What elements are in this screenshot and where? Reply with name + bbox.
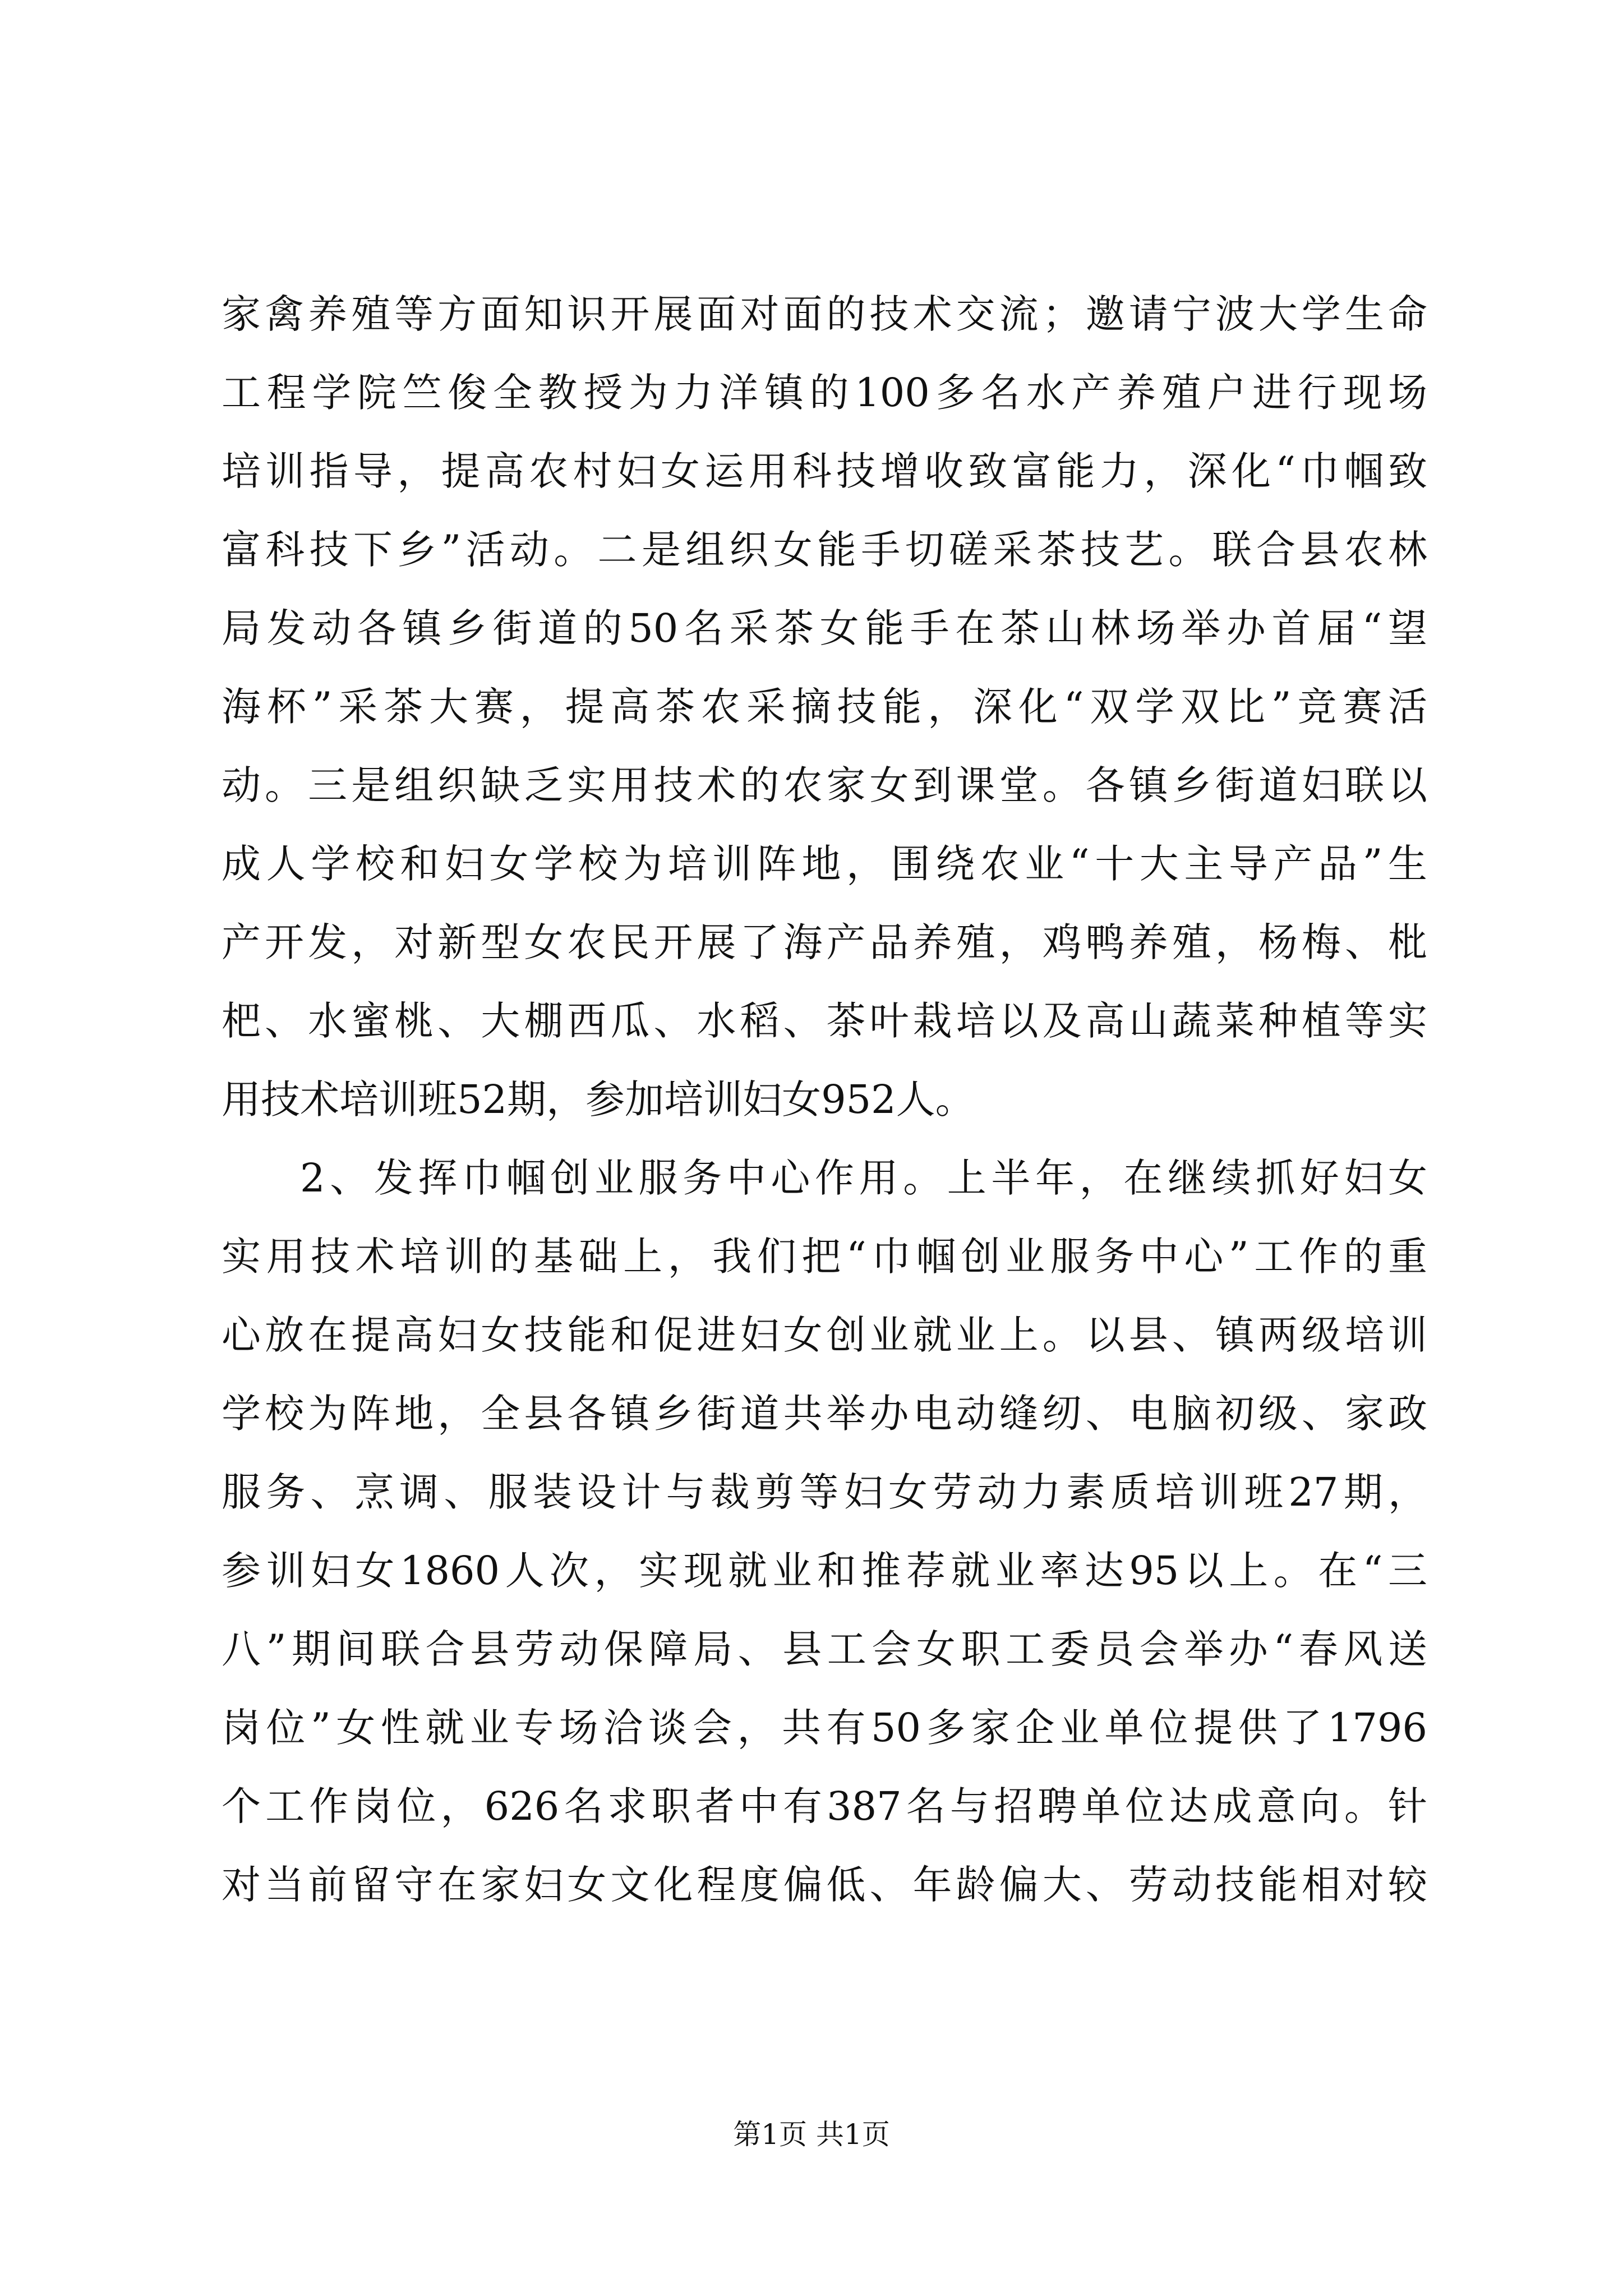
text-line: 杷、水蜜桃、大棚西瓜、水稻、茶叶栽培以及高山蔬菜种植等实	[222, 998, 1427, 1044]
text-line: 对当前留守在家妇女文化程度偏低、年龄偏大、劳动技能相对较	[222, 1862, 1427, 1908]
text-line: 八”期间联合县劳动保障局、县工会女职工委员会举办“春风送	[222, 1626, 1427, 1672]
text-line: 富科技下乡”活动。二是组织女能手切磋采茶技艺。联合县农林	[222, 527, 1427, 573]
text-line: 动。三是组织缺乏实用技术的农家女到课堂。各镇乡街道妇联以	[222, 762, 1427, 808]
text-line: 家禽养殖等方面知识开展面对面的技术交流；邀请宁波大学生命	[222, 291, 1427, 337]
text-line: 局发动各镇乡街道的50名采茶女能手在茶山林场举办首届“望	[222, 605, 1427, 651]
text-line: 用技术培训班52期，参加培训妇女952人。	[222, 1076, 975, 1122]
text-line: 岗位”女性就业专场洽谈会，共有50多家企业单位提供了1796	[222, 1705, 1427, 1751]
text-line: 心放在提高妇女技能和促进妇女创业就业上。以县、镇两级培训	[222, 1312, 1427, 1358]
text-line: 成人学校和妇女学校为培训阵地，围绕农业“十大主导产品”生	[222, 841, 1427, 887]
page-number-footer: 第1页 共1页	[733, 2118, 890, 2151]
text-line: 产开发，对新型女农民开展了海产品养殖，鸡鸭养殖，杨梅、枇	[222, 919, 1427, 965]
text-line: 个工作岗位，626名求职者中有387名与招聘单位达成意向。针	[222, 1783, 1427, 1829]
text-line: 工程学院竺俊全教授为力洋镇的100多名水产养殖户进行现场	[222, 370, 1427, 416]
text-line: 2、发挥巾帼创业服务中心作用。上半年，在继续抓好妇女	[300, 1155, 1427, 1201]
text-line: 实用技术培训的基础上，我们把“巾帼创业服务中心”工作的重	[222, 1234, 1427, 1280]
text-line: 海杯”采茶大赛，提高茶农采摘技能，深化“双学双比”竞赛活	[222, 684, 1427, 730]
text-line: 学校为阵地，全县各镇乡街道共举办电动缝纫、电脑初级、家政	[222, 1391, 1427, 1437]
text-line: 参训妇女1860人次，实现就业和推荐就业率达95以上。在“三	[222, 1548, 1427, 1594]
text-line: 培训指导，提高农村妇女运用科技增收致富能力，深化“巾帼致	[222, 448, 1427, 494]
text-line: 服务、烹调、服装设计与裁剪等妇女劳动力素质培训班27期，	[222, 1469, 1427, 1515]
